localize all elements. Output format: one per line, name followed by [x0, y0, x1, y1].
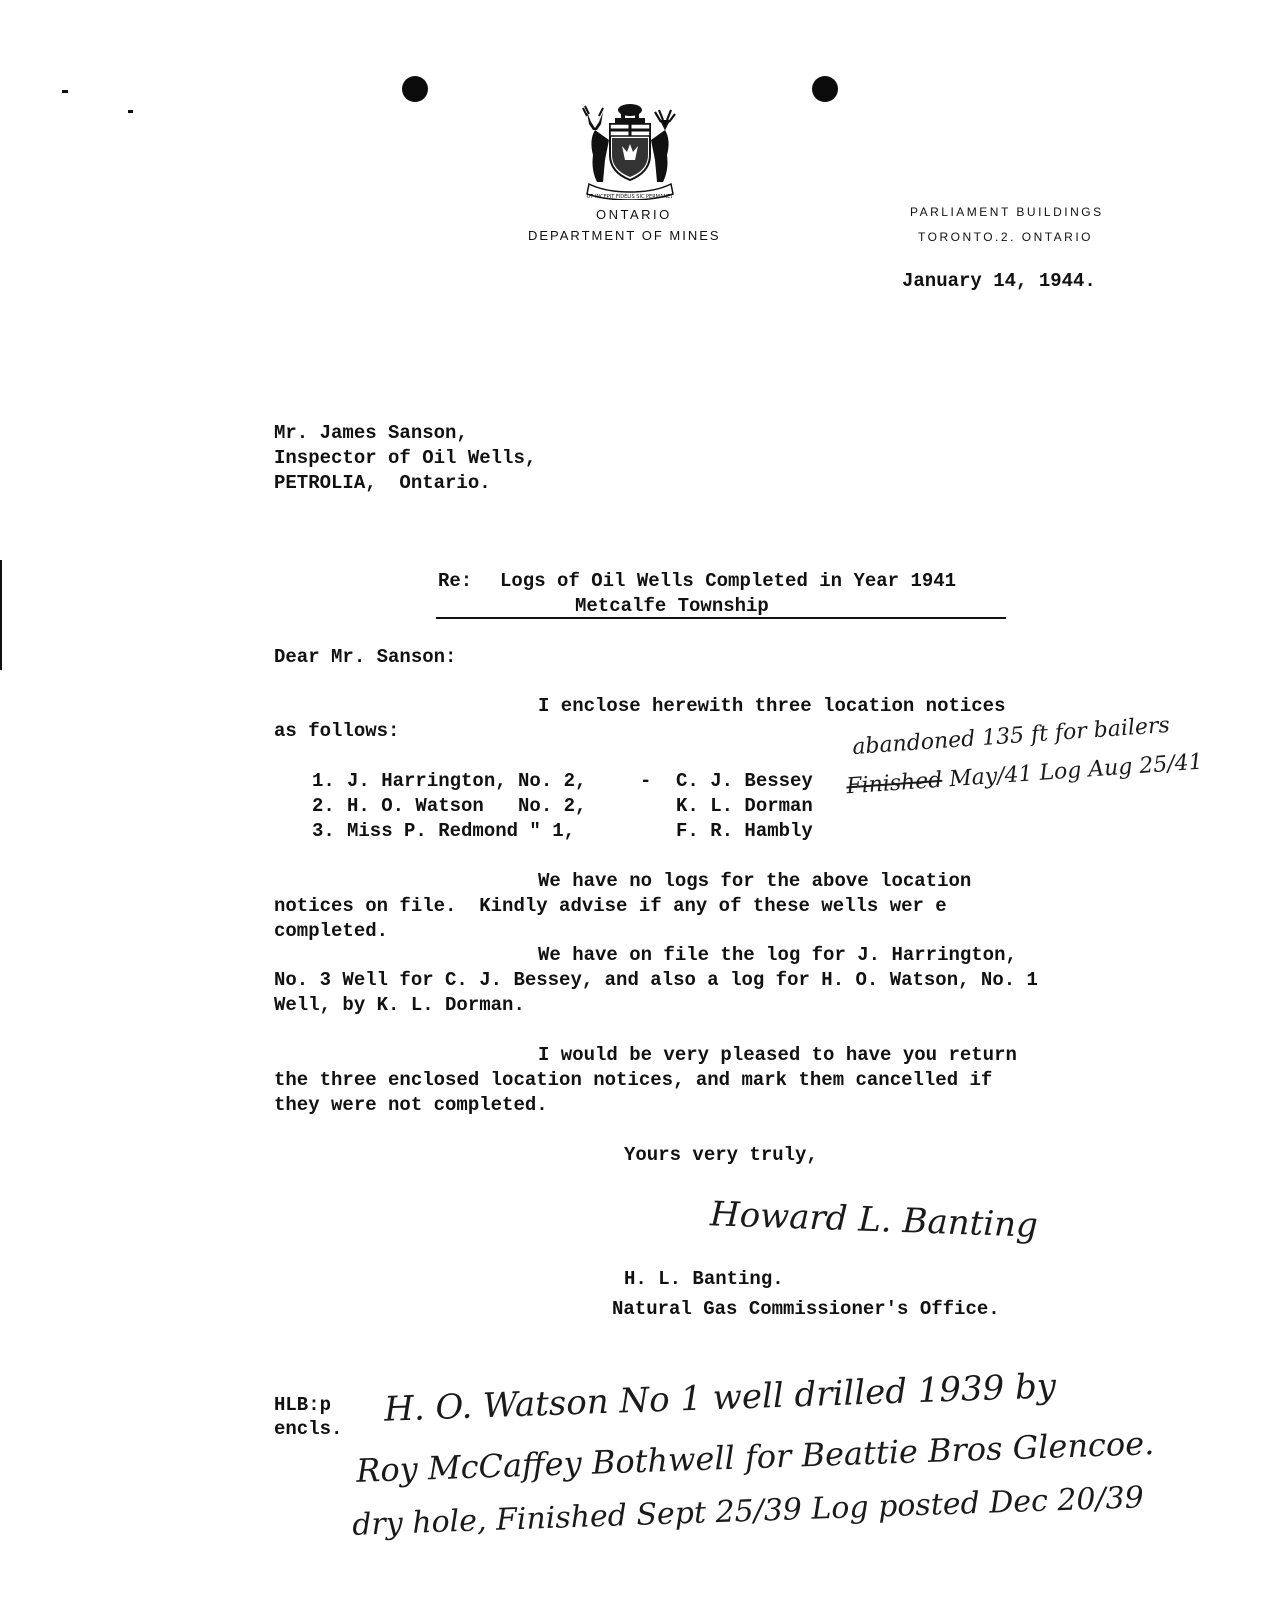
signer-name: H. L. Banting. [624, 1268, 784, 1290]
subject-line2: Metcalfe Township [575, 595, 769, 617]
para3-line1: We have on file the log for J. Harrington, [538, 944, 1017, 966]
letterhead-department: DEPARTMENT OF MINES [528, 228, 721, 243]
handwritten-margin-dates: May/41 Log Aug 25/41 [948, 749, 1204, 793]
ontario-coat-of-arms-icon [575, 100, 685, 200]
para2-line2: notices on file. Kindly advise if any of these wells wer e [274, 895, 947, 917]
para1-line2: as follows: [274, 720, 400, 742]
list-item-name: H. O. Watson No. 2, [347, 795, 587, 817]
list-item-num: 1. [312, 770, 335, 792]
punch-hole-right [812, 76, 838, 102]
svg-text:UT INCEPIT FIDELIS SIC PERMANE: UT INCEPIT FIDELIS SIC PERMANET [586, 194, 674, 200]
handwritten-struck-word: Finished [845, 767, 944, 800]
signer-office: Natural Gas Commissioner's Office. [612, 1298, 1000, 1320]
para4-line2: the three enclosed location notices, and mark them cancelled if [274, 1069, 993, 1091]
list-item-num: 2. [312, 795, 335, 817]
closing: Yours very truly, [624, 1144, 818, 1166]
scan-speck [128, 110, 133, 113]
list-item-name: J. Harrington, No. 2, [347, 770, 587, 792]
subject-line1: Logs of Oil Wells Completed in Year 1941 [500, 570, 957, 592]
para1-line1: I enclose herewith three location notices [538, 695, 1006, 717]
list-item-operator: K. L. Dorman [676, 795, 813, 817]
handwritten-margin-note-line1: abandoned 135 ft for bailers [851, 712, 1171, 761]
para2-line1: We have no logs for the above location [538, 870, 972, 892]
para3-line3: Well, by K. L. Dorman. [274, 994, 525, 1016]
punch-hole-left [402, 76, 428, 102]
recipient-line3: PETROLIA, Ontario. [274, 472, 491, 494]
handwritten-bottom-note-line1: H. O. Watson No 1 well drilled 1939 by [383, 1366, 1057, 1430]
subject-underline [436, 617, 1006, 619]
recipient-line1: Mr. James Sanson, [274, 422, 468, 444]
handwritten-bottom-note-line3: dry hole, Finished Sept 25/39 Log posted Dec 20/39 [351, 1480, 1145, 1543]
para2-line3: completed. [274, 920, 389, 942]
salutation: Dear Mr. Sanson: [274, 646, 457, 668]
letterhead-province: ONTARIO [596, 207, 672, 222]
list-item-dash: - [640, 770, 652, 792]
list-item-num: 3. [312, 820, 335, 842]
list-item-name: Miss P. Redmond " 1, [347, 820, 576, 842]
para4-line3: they were not completed. [274, 1094, 548, 1116]
handwritten-bottom-note-line2: Roy McCaffey Bothwell for Beattie Bros Glencoe. [355, 1424, 1155, 1490]
subject-re-label: Re: [438, 570, 473, 592]
scan-edge-mark [0, 560, 2, 670]
para4-line1: I would be very pleased to have you return [538, 1044, 1017, 1066]
reference-initials: HLB:p [274, 1394, 332, 1416]
handwritten-signature: Howard L. Banting [709, 1194, 1039, 1246]
letterhead-address-line2: TORONTO.2. ONTARIO [918, 230, 1094, 244]
list-item-operator: C. J. Bessey [676, 770, 813, 792]
para3-line2: No. 3 Well for C. J. Bessey, and also a log for H. O. Watson, No. 1 [274, 969, 1038, 991]
list-item-operator: F. R. Hambly [676, 820, 813, 842]
scan-speck [62, 90, 68, 93]
letter-date: January 14, 1944. [902, 270, 1096, 292]
recipient-line2: Inspector of Oil Wells, [274, 447, 537, 469]
letterhead-address-line1: PARLIAMENT BUILDINGS [910, 205, 1104, 219]
reference-encls: encls. [274, 1418, 343, 1440]
handwritten-margin-note-line2 [846, 750, 1204, 800]
